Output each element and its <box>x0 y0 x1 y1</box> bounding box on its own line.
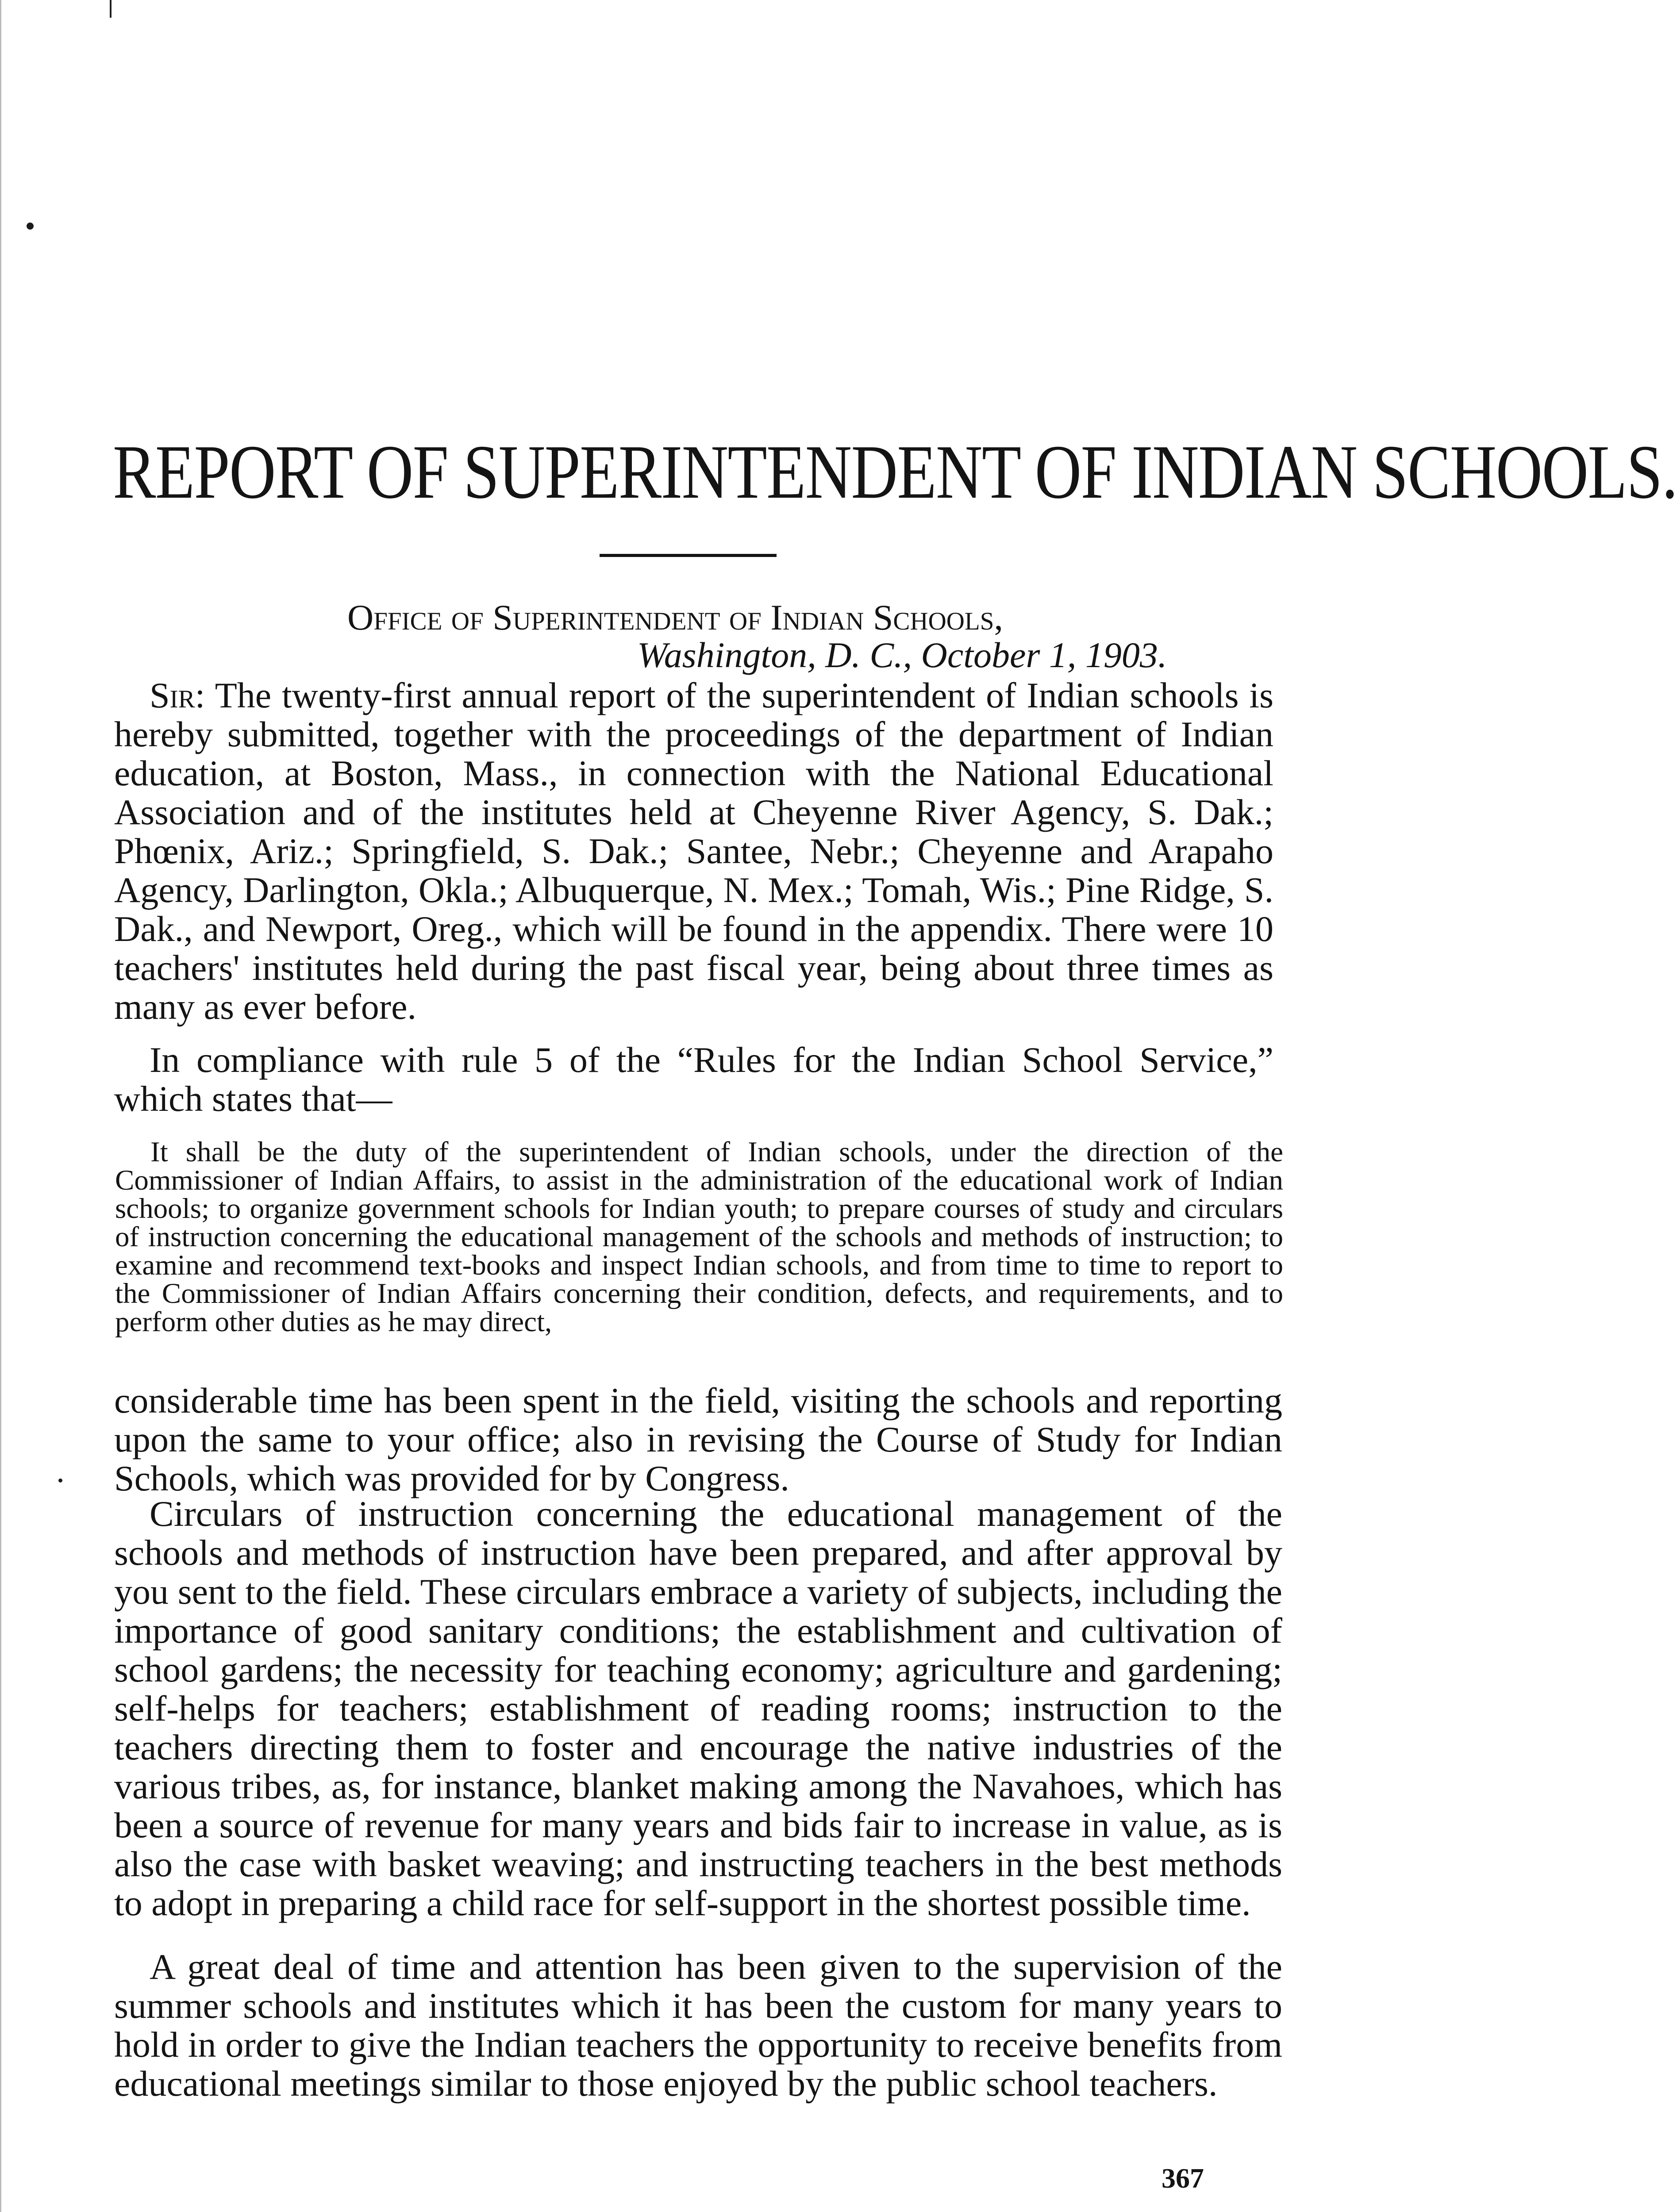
paragraph-field-work: considerable time has been spent in the field, visiting the schools and reporting upon the same to your office; also in revising the Course of Study for Indian Schools, which was provided for by Congress. <box>114 1380 1282 1498</box>
title-divider <box>600 554 777 557</box>
paragraph-circulars: Circulars of instruction concerning the educational management of the schools and methods of instruction have been prepared, and after approval by you sent to the field. These circulars embrace a variety of subjects, including the importance of good sanitary conditions; the establishment and cultivation of school gardens; the necessity for teaching economy; agriculture and gardening; self-helps for teachers; establishment of reading rooms; instruction to the teachers directing them to foster and encourage the native industries of the various tribes, as, for instance, blanket making among the Navahoes, which has been a source of revenue for many years and bids fair to increase in value, as is also the case with basket weaving; and instructing teachers in the best methods to adopt in preparing a child race for self-support in the shortest possible time. <box>114 1494 1282 1923</box>
report-title: REPORT OF SUPERINTENDENT OF INDIAN SCHOOLS. <box>113 429 1677 515</box>
rule-quotation: It shall be the duty of the superintendent of Indian schools, under the direction of the Commissioner of Indian Affairs, to assist in the administration of the educational work of Indian schools; to organize government schools for Indian youth; to prepare courses of study and circulars of instruction concerning the educational management of the schools and methods of instruction; to examine and recommend text-books and inspect Indian schools, and from time to time to report to the Commissioner of Indian Affairs concerning their condition, defects, and requirements, and to perform other duties as he may direct, <box>115 1136 1283 1338</box>
paragraph-intro-text: The twenty-first annual report of the superintendent of Indian schools is hereby submitted, together with the proceedings of the department of Indian education, at Boston, Mass., in connection with the National Educational Association and of the institutes held at Cheyenne River Agency, S. Dak.; Phœnix, Ariz.; Springfield, S. Dak.; Santee, Nebr.; Cheyenne and Arapaho Agency, Darlington, Okla.; Albuquerque, N. Mex.; Tomah, Wis.; Pine Ridge, S. Dak., and Newport, Oreg., which will be found in the appendix. There were 10 teachers' institutes held during the past fiscal year, being about three times as many as ever before. <box>114 675 1273 1027</box>
dateline: Washington, D. C., October 1, 1903. <box>637 635 1167 675</box>
scan-mark <box>110 0 112 18</box>
paragraph-compliance: In compliance with rule 5 of the “Rules for the Indian School Service,” which states that— <box>114 1040 1273 1119</box>
paragraph-intro <box>114 676 1273 1026</box>
scan-edge <box>0 0 1 2212</box>
office-heading: Office of Superintendent of Indian Schools, <box>347 597 1003 637</box>
scan-dot <box>58 1479 62 1482</box>
salutation: Sir: <box>150 675 205 715</box>
scan-dot <box>27 223 34 230</box>
page-number: 367 <box>1162 2162 1204 2194</box>
paragraph-summer-schools: A great deal of time and attention has been given to the supervision of the summer schools and institutes which it has been the custom for many years to hold in order to give the Indian teachers the opportunity to receive benefits from educational meetings similar to those enjoyed by the public school teachers. <box>114 1947 1282 2104</box>
